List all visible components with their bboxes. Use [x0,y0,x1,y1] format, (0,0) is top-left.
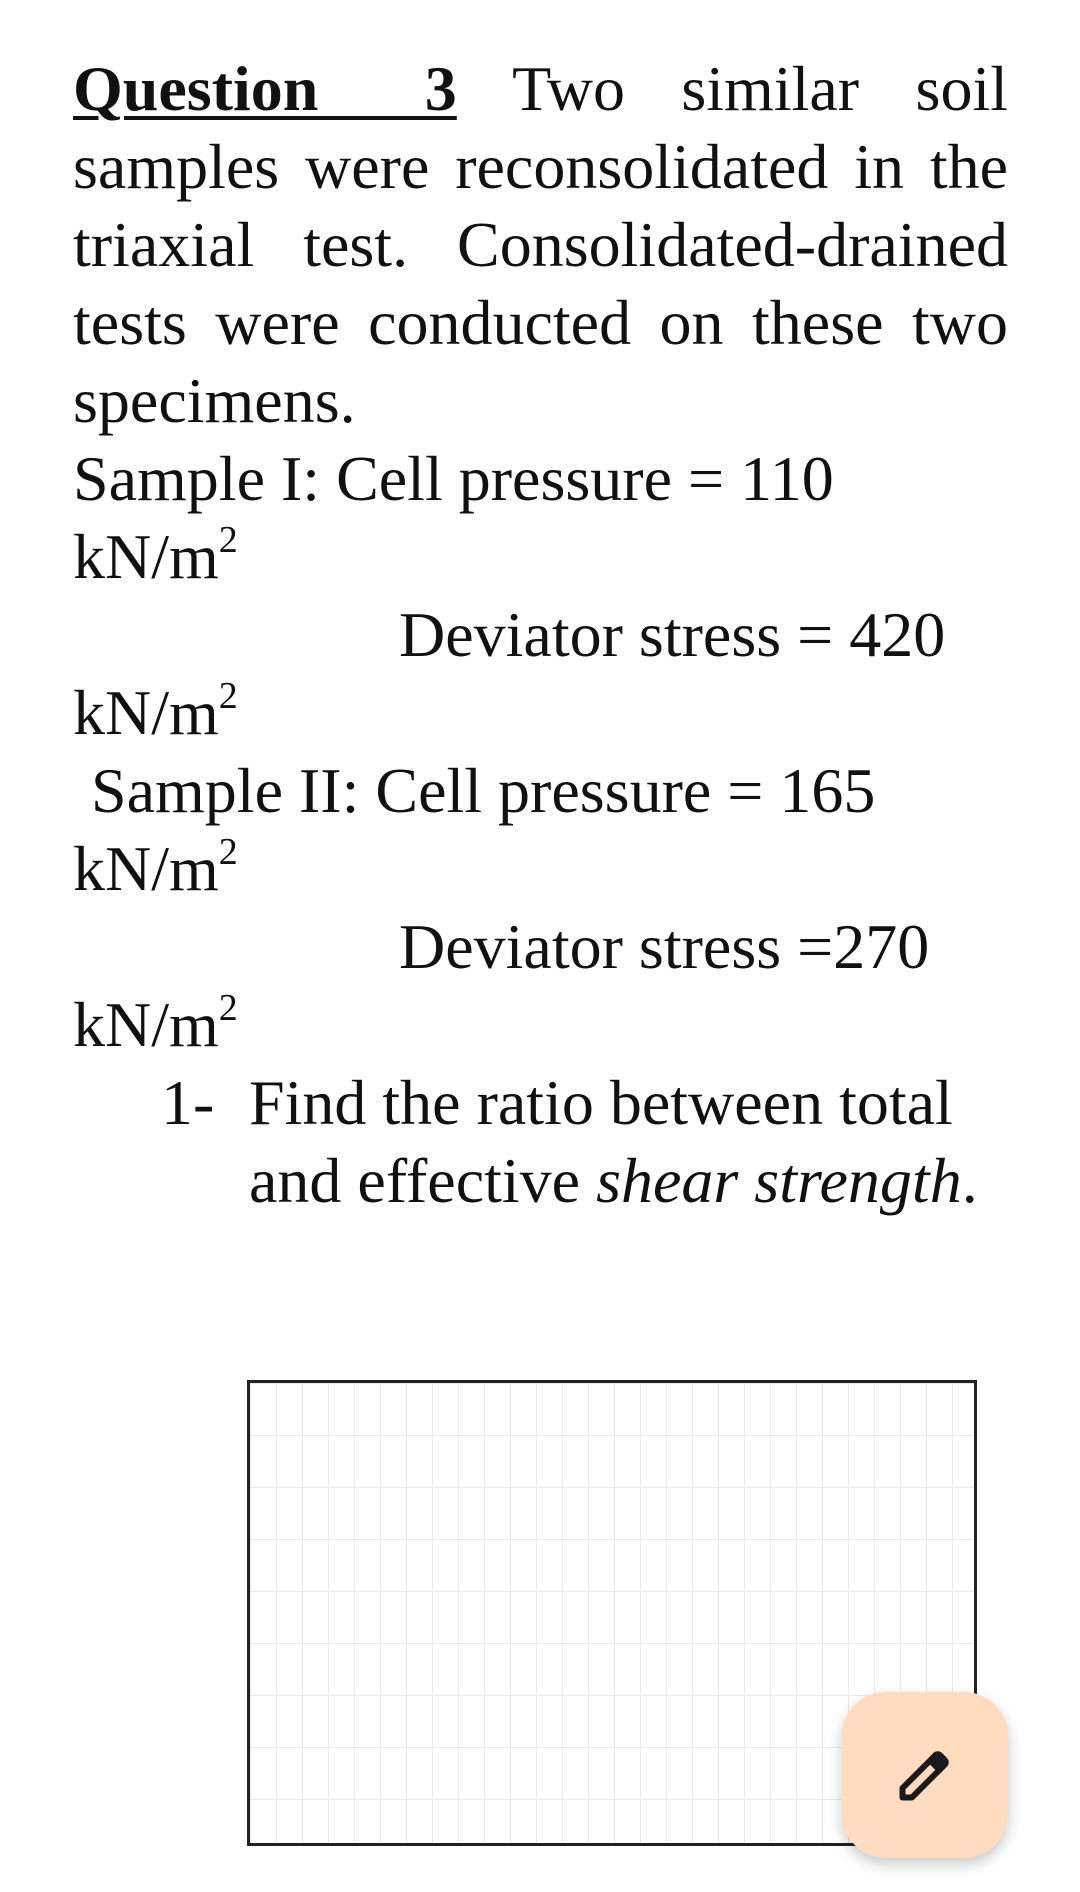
task-item [73,1064,1008,1220]
sample2-cell-pressure: Sample II: Cell pressure = 165 [91,755,876,826]
task-text-italic: shear strength [596,1145,962,1216]
sample1-deviator-unit: $kN/m^2$ [73,675,238,748]
task-number: 1- [161,1067,215,1138]
question-paragraph [73,50,1008,440]
sample2-cell-unit: $kN/m^2$ [73,831,238,904]
sample1-cell-unit: $kN/m^2$ [73,519,238,592]
question-content [73,50,1008,1220]
question-title: Question 3 [73,53,457,124]
question-intro: Two similar soil samples were reconsolidated in the triaxial test. Consolidated-drained tests were conducted on these two specimens. [73,53,1009,436]
pencil-icon [895,1745,955,1805]
sample2-deviator-stress: Deviator stress =270 [399,911,930,982]
sample1-deviator-stress: Deviator stress = 420 [399,599,946,670]
task-text: Find the ratio between total and effective shear strength. [249,1067,978,1216]
sample1-cell-pressure: Sample I: Cell pressure = 110 [73,443,834,514]
edit-button[interactable] [842,1692,1008,1858]
sample2-deviator-unit: $kN/m^2$ [73,987,238,1060]
